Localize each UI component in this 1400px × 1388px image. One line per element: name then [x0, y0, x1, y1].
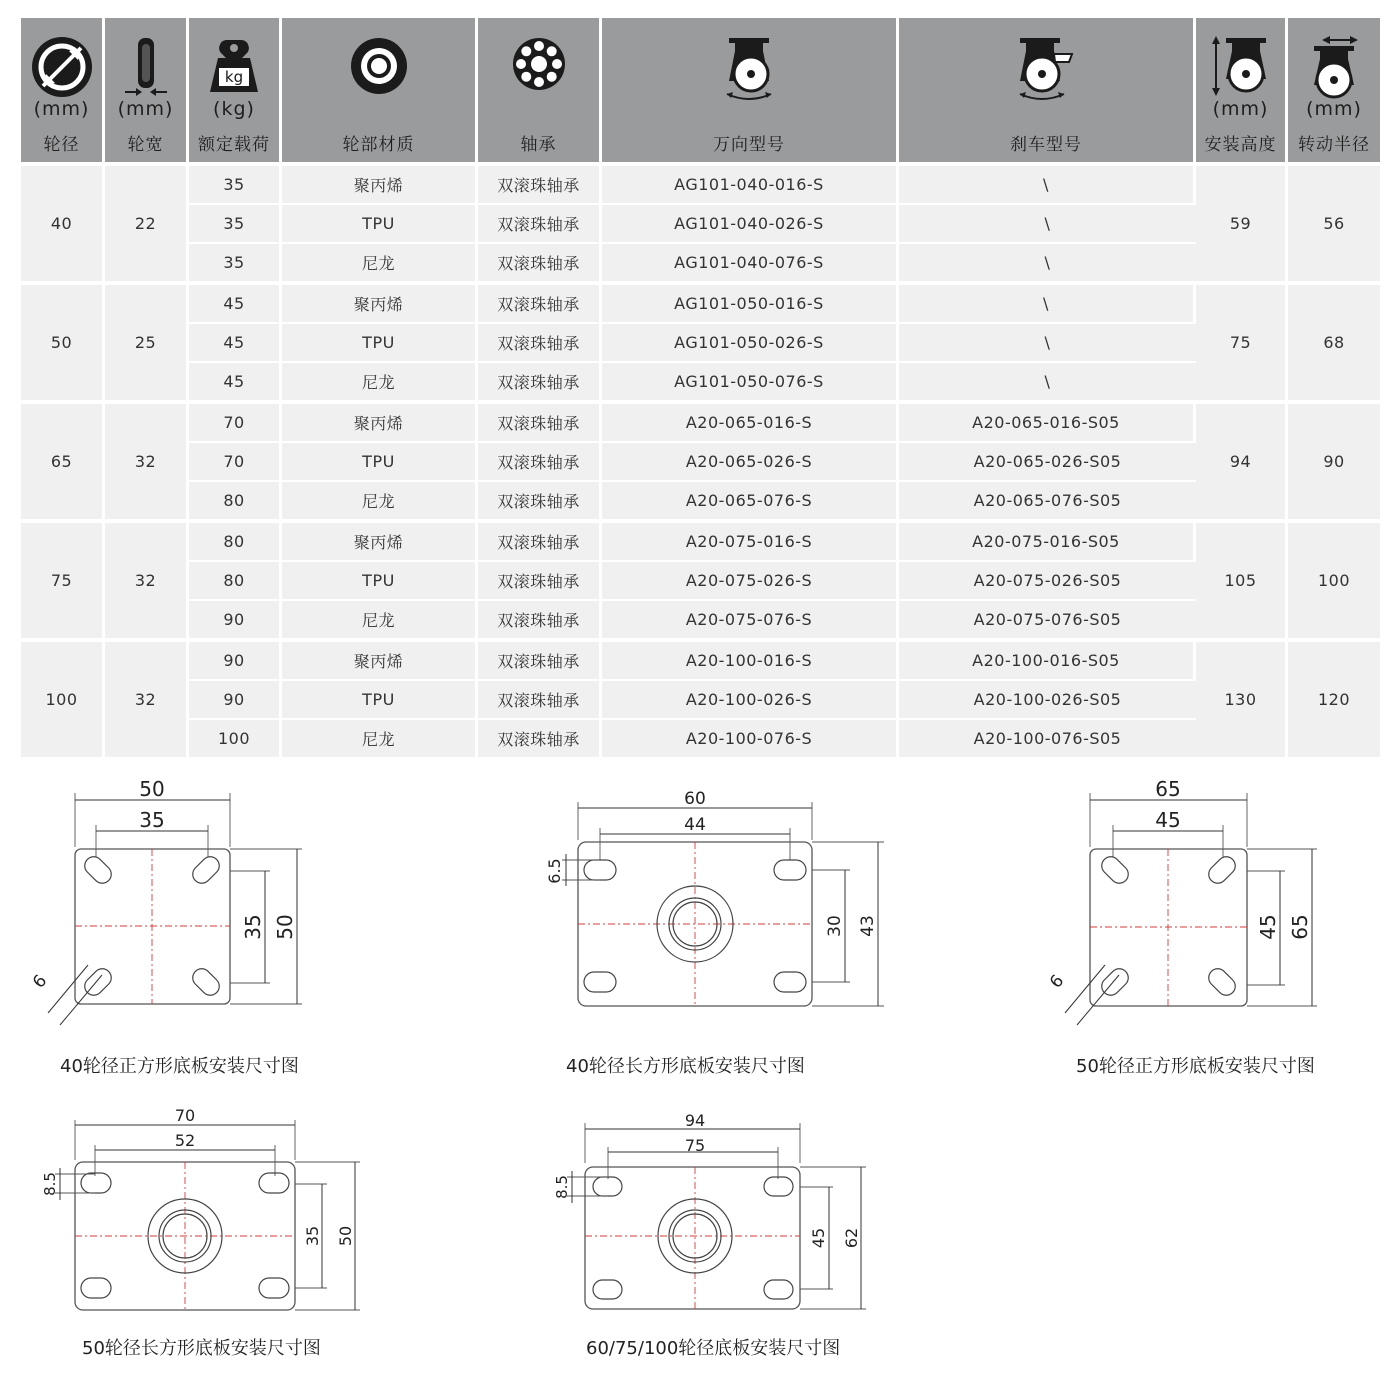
cell-diameter: 65	[21, 400, 105, 519]
svg-text:kg: kg	[224, 68, 244, 86]
cell-bearing: 双滚珠轴承	[478, 480, 602, 519]
cell-swivel-model: A20-065-016-S	[602, 400, 899, 441]
cell-load: 70	[189, 441, 282, 480]
dim-inner-width: 52	[174, 1131, 196, 1150]
dim-inner-height: 45	[1256, 914, 1280, 940]
header-unit: (mm)	[1306, 98, 1362, 120]
header-height	[1196, 18, 1288, 162]
cell-material: 聚丙烯	[282, 400, 478, 441]
caption-50-square: 50轮径正方形底板安装尺寸图	[1076, 1056, 1315, 1077]
dim-slot-width: 6.5	[545, 858, 564, 884]
header-radius	[1288, 18, 1380, 162]
dim-inner-height: 35	[303, 1225, 322, 1247]
cell-diameter: 50	[21, 281, 105, 400]
cell-width: 32	[105, 400, 189, 519]
table-row	[21, 480, 1380, 519]
dim-outer-width: 70	[174, 1106, 196, 1125]
header-unit: (mm)	[33, 98, 90, 120]
wheel-width-icon	[105, 36, 186, 102]
dim-outer-height: 43	[858, 915, 878, 937]
cell-material: 尼龙	[282, 361, 478, 400]
header-label: 万向型号	[713, 135, 785, 155]
cell-swivel-model: AG101-040-016-S	[602, 162, 899, 203]
table-row	[21, 361, 1380, 400]
dim-outer-height: 65	[1288, 914, 1312, 940]
cell-material: 聚丙烯	[282, 162, 478, 203]
swivel-radius-icon	[1288, 36, 1380, 102]
drawing-40-rect	[540, 780, 900, 1040]
table-row	[21, 519, 1380, 560]
cell-material: 尼龙	[282, 242, 478, 281]
cell-swivel-radius: 90	[1288, 400, 1380, 519]
cell-brake-model: \	[899, 242, 1196, 281]
cell-swivel-radius: 100	[1288, 519, 1380, 638]
cell-swivel-model: A20-065-076-S	[602, 480, 899, 519]
table-row	[21, 281, 1380, 322]
cell-swivel-model: A20-075-076-S	[602, 599, 899, 638]
cell-load: 80	[189, 519, 282, 560]
cell-swivel-radius: 56	[1288, 162, 1380, 281]
cell-bearing: 双滚珠轴承	[478, 638, 602, 679]
cell-load: 45	[189, 281, 282, 322]
cell-brake-model: A20-100-026-S05	[899, 679, 1196, 718]
cell-load: 35	[189, 242, 282, 281]
bearing-icon	[478, 36, 599, 102]
cell-width: 32	[105, 519, 189, 638]
cell-swivel-radius: 120	[1288, 638, 1380, 757]
wheel-material-icon	[282, 36, 475, 102]
header-unit: (mm)	[1212, 98, 1269, 120]
dim-inner-width: 35	[139, 808, 165, 832]
cell-load: 90	[189, 679, 282, 718]
wheel-diameter-icon	[21, 36, 102, 102]
cell-material: TPU	[282, 560, 478, 599]
dim-outer-height: 50	[336, 1225, 355, 1247]
cell-bearing: 双滚珠轴承	[478, 718, 602, 757]
dim-slot-width: 6	[29, 971, 52, 993]
table-row	[21, 560, 1380, 599]
cell-brake-model: \	[899, 162, 1196, 203]
cell-material: TPU	[282, 203, 478, 242]
table-row	[21, 242, 1380, 281]
mounting-height-icon	[1196, 36, 1285, 102]
cell-mount-height: 75	[1196, 281, 1288, 400]
dim-inner-width: 45	[1155, 808, 1181, 832]
drawing-50-square	[1045, 775, 1345, 1045]
dim-outer-height: 50	[273, 914, 297, 940]
dim-inner-width: 75	[684, 1136, 706, 1155]
cell-width: 22	[105, 162, 189, 281]
cell-material: TPU	[282, 441, 478, 480]
header-diameter	[21, 18, 105, 162]
header-swivel	[602, 18, 899, 162]
cell-material: 尼龙	[282, 599, 478, 638]
table-row	[21, 400, 1380, 441]
cell-bearing: 双滚珠轴承	[478, 361, 602, 400]
table-row	[21, 441, 1380, 480]
table-row	[21, 638, 1380, 679]
cell-bearing: 双滚珠轴承	[478, 162, 602, 203]
table-row	[21, 322, 1380, 361]
cell-bearing: 双滚珠轴承	[478, 679, 602, 718]
cell-swivel-model: A20-100-076-S	[602, 718, 899, 757]
dim-slot-width: 8.5	[41, 1172, 59, 1196]
swivel-caster-icon	[602, 36, 896, 102]
header-label: 轮宽	[127, 135, 164, 155]
dim-inner-height: 30	[825, 915, 845, 937]
cell-material: 聚丙烯	[282, 281, 478, 322]
cell-mount-height: 130	[1196, 638, 1288, 757]
cell-swivel-model: A20-075-016-S	[602, 519, 899, 560]
table-row	[21, 599, 1380, 638]
cell-bearing: 双滚珠轴承	[478, 322, 602, 361]
caption-40-square: 40轮径正方形底板安装尺寸图	[60, 1056, 299, 1077]
cell-material: TPU	[282, 679, 478, 718]
cell-brake-model: A20-075-016-S05	[899, 519, 1196, 560]
dim-inner-height: 35	[241, 914, 265, 940]
dim-slot-width: 6	[1046, 971, 1069, 993]
drawing-50-rect	[35, 1100, 375, 1325]
caption-40-rect: 40轮径长方形底板安装尺寸图	[566, 1056, 805, 1077]
cell-swivel-model: AG101-050-076-S	[602, 361, 899, 400]
dim-outer-width: 65	[1155, 777, 1181, 801]
dim-outer-height: 62	[842, 1227, 861, 1249]
table-row	[21, 162, 1380, 203]
cell-load: 35	[189, 162, 282, 203]
cell-load: 35	[189, 203, 282, 242]
cell-bearing: 双滚珠轴承	[478, 281, 602, 322]
cell-swivel-model: A20-065-026-S	[602, 441, 899, 480]
header-label: 额定载荷	[198, 135, 270, 155]
header-label: 轮径	[43, 135, 80, 155]
drawing-40-square	[30, 775, 330, 1045]
cell-material: 聚丙烯	[282, 519, 478, 560]
cell-swivel-model: AG101-050-016-S	[602, 281, 899, 322]
table-row	[21, 718, 1380, 757]
cell-brake-model: \	[899, 322, 1196, 361]
header-width	[105, 18, 189, 162]
header-label: 轮部材质	[342, 135, 415, 155]
cell-diameter: 100	[21, 638, 105, 757]
caption-50-rect: 50轮径长方形底板安装尺寸图	[82, 1338, 321, 1359]
cell-brake-model: A20-065-076-S05	[899, 480, 1196, 519]
table-row	[21, 203, 1380, 242]
cell-swivel-radius: 68	[1288, 281, 1380, 400]
brake-caster-icon	[899, 36, 1193, 102]
cell-mount-height: 59	[1196, 162, 1288, 281]
cell-load: 80	[189, 480, 282, 519]
table-header-row	[21, 18, 1380, 162]
cell-material: 尼龙	[282, 718, 478, 757]
header-material	[282, 18, 478, 162]
cell-brake-model: A20-100-076-S05	[899, 718, 1196, 757]
dim-outer-width: 94	[684, 1111, 706, 1130]
cell-material: 尼龙	[282, 480, 478, 519]
cell-brake-model: A20-065-016-S05	[899, 400, 1196, 441]
cell-width: 25	[105, 281, 189, 400]
dim-inner-width: 44	[684, 815, 706, 835]
header-brake	[899, 18, 1196, 162]
header-label: 转动半径	[1298, 135, 1370, 155]
cell-load: 80	[189, 560, 282, 599]
header-load	[189, 18, 282, 162]
cell-width: 32	[105, 638, 189, 757]
dim-outer-width: 50	[139, 777, 165, 801]
cell-load: 45	[189, 361, 282, 400]
header-unit: (kg)	[213, 98, 255, 120]
header-label: 刹车型号	[1010, 135, 1082, 155]
cell-brake-model: A20-100-016-S05	[899, 638, 1196, 679]
cell-swivel-model: AG101-040-076-S	[602, 242, 899, 281]
cell-load: 45	[189, 322, 282, 361]
dim-outer-width: 60	[684, 789, 706, 809]
cell-mount-height: 94	[1196, 400, 1288, 519]
cell-swivel-model: A20-100-016-S	[602, 638, 899, 679]
cell-mount-height: 105	[1196, 519, 1288, 638]
cell-brake-model: A20-065-026-S05	[899, 441, 1196, 480]
header-label: 安装高度	[1204, 135, 1277, 155]
header-label: 轴承	[520, 135, 557, 155]
dim-inner-height: 45	[809, 1227, 828, 1249]
cell-load: 100	[189, 718, 282, 757]
load-weight-icon	[189, 36, 279, 102]
cell-bearing: 双滚珠轴承	[478, 400, 602, 441]
cell-material: TPU	[282, 322, 478, 361]
spec-table	[21, 18, 1380, 757]
cell-brake-model: A20-075-076-S05	[899, 599, 1196, 638]
drawing-60-75-100	[550, 1105, 880, 1325]
cell-diameter: 40	[21, 162, 105, 281]
caption-60-75-100: 60/75/100轮径底板安装尺寸图	[586, 1338, 841, 1359]
cell-swivel-model: A20-100-026-S	[602, 679, 899, 718]
cell-bearing: 双滚珠轴承	[478, 242, 602, 281]
cell-bearing: 双滚珠轴承	[478, 599, 602, 638]
cell-swivel-model: AG101-050-026-S	[602, 322, 899, 361]
cell-load: 90	[189, 638, 282, 679]
header-unit: (mm)	[117, 98, 174, 120]
cell-bearing: 双滚珠轴承	[478, 441, 602, 480]
cell-bearing: 双滚珠轴承	[478, 560, 602, 599]
header-bearing	[478, 18, 602, 162]
dim-slot-width: 8.5	[553, 1175, 571, 1199]
cell-diameter: 75	[21, 519, 105, 638]
cell-swivel-model: AG101-040-026-S	[602, 203, 899, 242]
cell-brake-model: \	[899, 203, 1196, 242]
cell-material: 聚丙烯	[282, 638, 478, 679]
cell-brake-model: \	[899, 281, 1196, 322]
table-body	[21, 162, 1380, 757]
cell-bearing: 双滚珠轴承	[478, 203, 602, 242]
cell-load: 90	[189, 599, 282, 638]
cell-brake-model: A20-075-026-S05	[899, 560, 1196, 599]
cell-swivel-model: A20-075-026-S	[602, 560, 899, 599]
cell-load: 70	[189, 400, 282, 441]
cell-brake-model: \	[899, 361, 1196, 400]
cell-bearing: 双滚珠轴承	[478, 519, 602, 560]
table-row	[21, 679, 1380, 718]
